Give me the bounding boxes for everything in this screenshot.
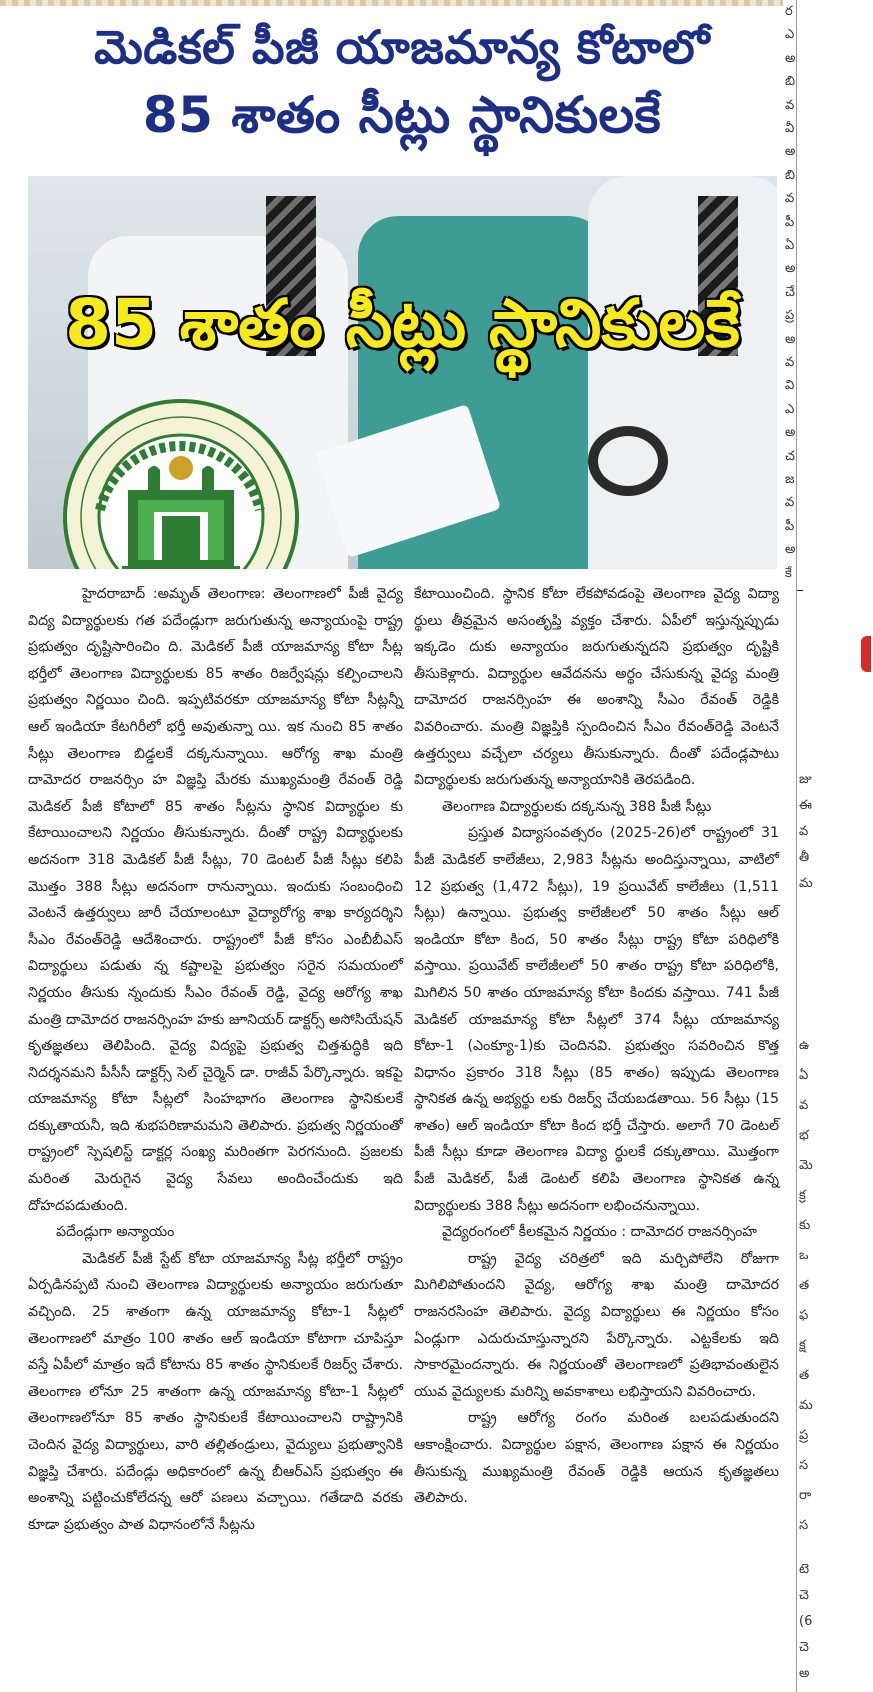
margin-fragment: స bbox=[799, 1458, 809, 1473]
article-paragraph: ప్రస్తుత విద్యాసంవత్సరం (2025-26)లో రాష్ట్రంలో 31 పీజీ మెడికల్ కాలేజీలు, 2,983 సీట్లను అందిస్తున్నాయి, వాటిలో 12 ప్రభుత్వ (1,472 సీట్లు), 19 ప్రయివేట్ కాలేజీలు (1,511 సీట్లు) ఉన్నాయి. ప్రభుత్వ కాలేజీలలో 50 శాతం సీట్లు ఆల్ ఇండియా కోటా కింద, 50 శాతం సీట్లు రాష్ట్ర కోటా పరిధిలోకి వస్తాయి. ప్రయివేట్ కాలేజీలలో 50 శాతం రాష్ట్ర కోటా పరిధిలోకి, మిగిలిన 50 శాతం యాజమాన్య కోటా కిందకు వస్తాయి. 741 పీజీ మెడికల్ యాజమాన్య కోటా సీట్లలో 374 సీట్లు యాజమాన్య కోటా-1 (ఎంక్యూ-1)కు చెందినవి. ప్రభుత్వం సవరించిన కొత్త విధానం ప్రకారం 318 సీట్లు (85 శాతం) ఇప్పుడు తెలంగాణ స్థానికత ఉన్న అభ్యర్థు లకు రిజర్వ్ చేయబడతాయి. 56 సీట్లు (15 శాతం) ఆల్ ఇండియా కోటా కింద భర్తీ చేస్తారు. అలాగే 70 డెంటల్ పీజీ సీట్లు కూడా తెలంగాణ విద్యా ర్థులకే దక్కుతాయి. మొత్తంగా పీజీ మెడికల్, పీజీ డెంటల్ కలిపి తెలంగాణ స్థానికత ఉన్న విద్యార్థులకు 388 సీట్లు అదనంగా లభించనున్నాయి. bbox=[414, 825, 779, 1214]
margin-fragment: క్ర bbox=[799, 1188, 806, 1203]
margin-fragment: ఈ bbox=[799, 798, 812, 813]
margin-fragment: ర bbox=[785, 4, 793, 19]
photo-overlay-title: 85 శాతం సీట్లు స్థానికులకే bbox=[65, 285, 740, 362]
margin-fragment: చే bbox=[785, 284, 795, 300]
article-paragraph: కేటాయించింది. స్థానిక కోటా లేకపోవడంపై తెలంగాణ వైద్య విద్యా ర్థులు తీవ్రమైన అసంతృప్తి వ్యక్తం చేశారు. ఏపీలో ఇస్తున్నప్పుడు ఇక్కడెం దుకు అన్యాయం జరుగుతున్నదని ప్రభుత్వం దృష్టికి తీసుకెళ్లారు. విద్యార్థుల ఆవేదనను అర్థం చేసుకున్న వైద్య మంత్రి దామోదర రాజనర్సింహ ఈ అంశాన్ని సీఎం రేవంత్ రెడ్డికి వివరించారు. మంత్రి విజ్ఞప్తికి స్పందించిన సీఎం రేవంత్‌రెడ్డి వెంటనే ఉత్తర్వులు వచ్చేలా చర్యలు తీసుకున్నారు. దీంతో పదేండ్లపాటు విద్యార్థులకు జరుగుతున్న అన్యాయానికి తెరపడింది. bbox=[414, 586, 779, 789]
margin-fragment: వ bbox=[785, 355, 795, 370]
margin-fragment: చె bbox=[799, 1588, 809, 1603]
red-marker bbox=[861, 636, 871, 672]
headline-line-2: 85 శాతం సీట్లు స్థానికులకే bbox=[142, 86, 662, 144]
article-paragraph: హైదరాబాద్ :అమృత్ తెలంగాణ: తెలంగాణలో పీజీ వైద్య విద్య విద్యార్థులకు గత పదేండ్లుగా జరుగుతున్న అన్యాయంపై రాష్ట్ర ప్రభుత్వం దృష్టిసారించిం ది. మెడికల్ పీజీ యాజమాన్య కోటా సీట్ల భర్తీలో తెలంగాణ విద్యార్థులకు 85 శాతం రిజర్వేషన్లు కల్పించాలని ప్రభుత్వం నిర్ణయిం చింది. ఇప్పటివరకూ యాజమాన్య కోటా సీట్లన్నీ ఆల్ ఇండియా కేటగిరీలో భర్తీ అవుతున్నా యి. ఇక నుంచి 85 శాతం సీట్లు తెలంగాణ బిడ్డలకే దక్కనున్నాయి. ఆరోగ్య శాఖ మంత్రి దామోదర రాజనర్సిం హ విజ్ఞప్తి మేరకు ముఖ్యమంత్రి రేవంత్ రెడ్డి మెడికల్ పీజీ కోటాలో 85 శాతం సీట్లను స్థానిక విద్యార్థుల కు కేటాయించాలని నిర్ణయం తీసుకున్నారు. దీంతో రాష్ట్ర విద్యార్థులకు అదనంగా 318 మెడికల్ పీజీ సీట్లు, 70 డెంటల్ పీజీ సీట్లు కలిపి మొత్తం 388 సీట్లు అదనంగా రానున్నాయి. ఇందుకు సంబంధించి వెంటనే ఉత్తర్వులు జారీ చేయాలంటూ వైద్యారోగ్య శాఖ కార్యదర్శిని సీఎం రేవంత్‌రెడ్డి ఆదేశించారు. రాష్ట్రంలో పీజీ కోసం ఎంబీబీఎస్ విద్యార్థులు పడుతు న్న కష్టాలపై ప్రభుత్వం సరైన సమయంలో నిర్ణయం తీసుకు న్నందుకు సీఎం రేవంత్ రెడ్డి, వైద్య ఆరోగ్య శాఖ మంత్రి దామోదర రాజనర్సింహ హకు జూనియర్ డాక్టర్స్ అసోసియేషన్ కృతజ్ఞతలు తెలిపింది. వైద్య విద్యపై ప్రభుత్వ చిత్తశుద్ధికి ఇది నిదర్శనమని పీసీసీ డాక్టర్స్ సెల్ చైర్మెన్ డా. రాజీవ్ పేర్కొన్నారు. ఇకపై యాజమాన్య కోటా సీట్లలో సింహభాగం తెలంగాణ స్థానికులకే దక్కుతాయనీ, ఇది శుభపరిణామమని తెలిపారు. ప్రభుత్వ నిర్ణయంతో రాష్ట్రంలో స్పెషలిస్ట్ డాక్టర్ల సంఖ్య మరింతగా పెరగనుంది. ప్రజలకు మరింత మెరుగైన వైద్య సేవలు అందించేందుకు ఇది దోహదపడుతుంది. bbox=[28, 586, 403, 1214]
margin-fragment: స bbox=[799, 1518, 809, 1533]
margin-fragment: అ bbox=[785, 425, 796, 441]
margin-bar bbox=[797, 590, 803, 591]
article-subheading: వైద్యరంగంలో కీలకమైన నిర్ణయం : దామోదర రాజనర్సింహ bbox=[442, 1224, 757, 1241]
article-column-left bbox=[28, 581, 403, 1538]
margin-fragment: కు bbox=[799, 1218, 811, 1233]
margin-fragment: మె bbox=[799, 1158, 813, 1173]
margin-fragment: అ bbox=[785, 331, 796, 347]
margin-fragment: త bbox=[799, 1278, 810, 1293]
margin-fragment: ఏ bbox=[785, 238, 795, 253]
margin-fragment: చ bbox=[785, 448, 795, 464]
news-photo bbox=[28, 176, 777, 569]
margin-fragment: అ bbox=[785, 542, 796, 558]
margin-fragment: ప్ర bbox=[785, 308, 795, 324]
telangana-emblem-icon bbox=[62, 398, 300, 569]
article-paragraph: మెడికల్ పీజీ స్టేట్ కోటా యాజమాన్య సీట్ల భర్తీలో రాష్ట్రం ఏర్పడినప్పటి నుంచి తెలంగాణ విద్యార్థులకు అన్యాయం జరుగుతూ వచ్చింది. 25 శాతంగా ఉన్న యాజమాన్య కోటా-1 సీట్లలో తెలంగాణలో మాత్రం 100 శాతం ఆల్ ఇండియా కోటాగా చూపిస్తూ వస్తే ఏపీలో మాత్రం ఇదే కోటాను 85 శాతం స్థానికులకే రిజర్వ్ చేశారు. తెలంగాణ లోనూ 25 శాతంగా ఉన్న యాజమాన్య కోటా-1 సీట్లలో తెలంగాణలోనూ 85 శాతం స్థానికులకే కేటాయించాలని రాష్ట్రానికి చెందిన వైద్య విద్యార్థులు, వారి తల్లితండ్రులు, వైద్యులు ప్రభుత్వానికి విజ్ఞప్తి చేశారు. పదేండ్లు అధికారంలో ఉన్న బీఆర్ఎస్ ప్రభుత్వం ఈ అంశాన్ని పట్టించుకోలేదన్న ఆరో పణలు వచ్చాయి. గతేడాది వరకు కూడా ప్రభుత్వం పాత విధానంలోనే సీట్లను bbox=[28, 1250, 403, 1533]
article-paragraph: రాష్ట్ర ఆరోగ్య రంగం మరింత బలపడుతుందని ఆకాంక్షించారు. విద్యార్థుల పక్షాన, తెలంగాణ పక్షాన ఈ నిర్ణయం తీసుకున్న ముఖ్యమంత్రి రేవంత్ రెడ్డికి ఆయన కృతజ్ఞతలు తెలిపారు. bbox=[414, 1410, 779, 1507]
margin-fragment: కే bbox=[785, 565, 792, 581]
article-subheading: తెలంగాణ విద్యార్థులకు దక్కనున్న 388 పీజీ సీట్లు bbox=[442, 798, 712, 815]
margin-fragment: పీ bbox=[785, 518, 795, 534]
top-decorative-strip bbox=[0, 0, 783, 6]
margin-fragment: ఎ bbox=[785, 27, 795, 43]
margin-fragment: ఒ bbox=[799, 1248, 809, 1263]
stethoscope bbox=[588, 426, 668, 496]
margin-fragment: అ bbox=[785, 144, 796, 160]
margin-fragment: చె bbox=[799, 1640, 809, 1655]
margin-fragment: ప్ర bbox=[799, 1428, 809, 1443]
article-column-right bbox=[414, 581, 779, 1512]
margin-fragment: మ bbox=[799, 876, 813, 891]
margin-fragment: ఫ bbox=[799, 1308, 809, 1323]
margin-fragment: ఏ bbox=[799, 1068, 809, 1083]
margin-fragment: వ bbox=[799, 1098, 809, 1113]
margin-fragment: బి bbox=[785, 167, 796, 183]
margin-fragment: జ bbox=[785, 472, 795, 487]
headline bbox=[22, 14, 782, 150]
adjacent-column-fragment bbox=[785, 0, 873, 1692]
margin-fragment: రా bbox=[799, 1488, 812, 1503]
article-subheading: పదేండ్లుగా అన్యాయం bbox=[56, 1224, 175, 1241]
margin-fragment: అ bbox=[799, 1666, 810, 1681]
margin-fragment: ఉ bbox=[799, 1038, 810, 1053]
margin-fragment: వ bbox=[785, 495, 795, 511]
margin-fragment: ఎ bbox=[785, 401, 795, 417]
margin-fragment: టె bbox=[799, 1562, 810, 1577]
margin-fragment: వ bbox=[785, 97, 795, 113]
margin-fragment: బి bbox=[785, 74, 796, 90]
margin-fragment: పీ bbox=[785, 214, 795, 230]
margin-fragment: భ bbox=[799, 1128, 809, 1143]
margin-fragment: వీ bbox=[785, 121, 795, 136]
margin-fragment: (6 bbox=[799, 1614, 813, 1629]
margin-fragment: అ bbox=[785, 261, 796, 277]
article-paragraph: రాష్ట్ర వైద్య చరిత్రలో ఇది మర్చిపోలేని రోజుగా మిగిలిపోతుందని వైద్య, ఆరోగ్య శాఖ మంత్రి దామోదర రాజనరసింహ తెలిపారు. వైద్య విద్యార్థులు ఈ నిర్ణయం కోసం ఏండ్లుగా ఎదురుచూస్తున్నారని పేర్కొన్నారు. ఎట్టకేలకు ఇది సాకారమైందన్నారు. ఈ నిర్ణయంతో తెలంగాణలో ప్రతిభావంతులైన యువ వైద్యులకు మరిన్ని అవకాశాలు లభిస్తాయని వివరించారు. bbox=[414, 1250, 779, 1400]
margin-fragment: క్ష bbox=[799, 1338, 806, 1353]
margin-fragment: అ bbox=[785, 50, 796, 66]
margin-fragment: వ bbox=[799, 824, 809, 839]
margin-fragment: జు bbox=[799, 772, 812, 787]
margin-fragment: వి bbox=[785, 378, 795, 394]
headline-line-1: మెడికల్ పీజీ యాజమాన్య కోటాలో bbox=[94, 20, 710, 74]
margin-fragment: తీ bbox=[799, 850, 810, 865]
margin-fragment: మ bbox=[799, 1398, 813, 1413]
margin-fragment: వ bbox=[785, 191, 795, 207]
margin-fragment: త bbox=[799, 1368, 810, 1383]
